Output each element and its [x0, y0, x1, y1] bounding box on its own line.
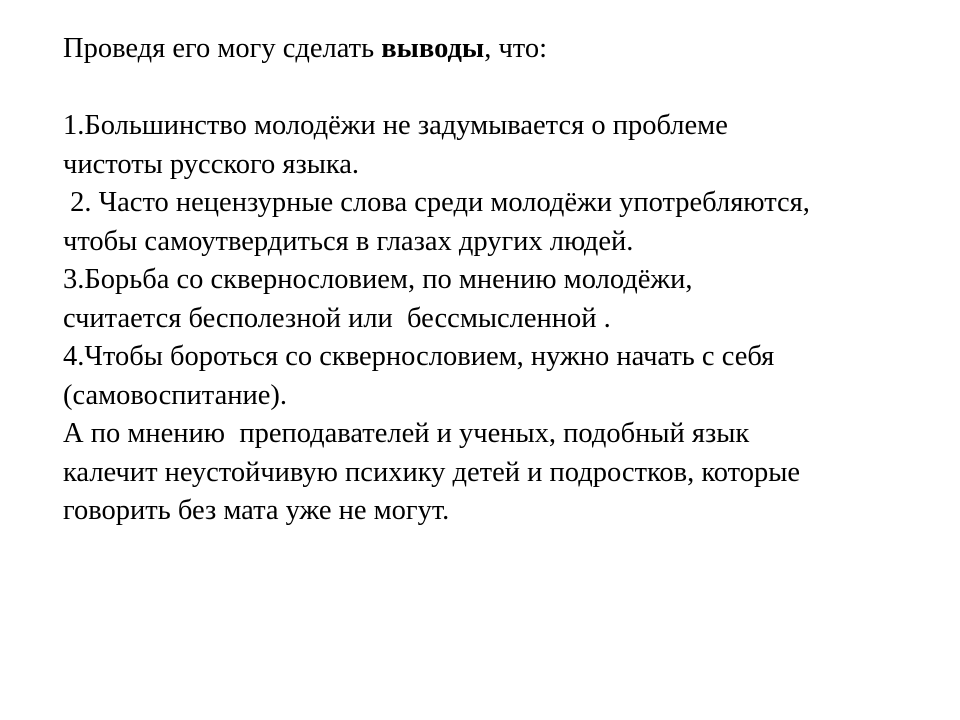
intro-before: Проведя его могу сделать: [63, 33, 382, 64]
conclusions-text: [63, 30, 943, 531]
conclusion-2-line-1: 2. Часто нецензурные слова среди молодёжи употребляются,: [63, 187, 810, 218]
blank-line: [63, 69, 943, 108]
conclusion-4-line-1: 4.Чтобы бороться со сквернословием, нужно начать с себя: [63, 341, 775, 372]
conclusion-4-line-2: (самовоспитание).: [63, 379, 288, 411]
conclusion-2-line-2: чтобы самоутвердиться в глазах других людей.: [63, 225, 634, 257]
conclusion-1-line-2: чистоты русского языка.: [63, 148, 360, 180]
experts-opinion-line-3: говорить без мата уже не могут.: [63, 495, 450, 526]
conclusion-3-line-1: 3.Борьба со сквернословием, по мнению молодёжи,: [63, 264, 693, 295]
experts-opinion-line-1: А по мнению преподавателей и ученых, подобный язык: [63, 418, 750, 449]
conclusion-1-line-1: 1.Большинство молодёжи не задумывается о проблеме: [63, 110, 728, 141]
intro-bold-word: выводы: [381, 33, 485, 64]
experts-opinion-line-2: калечит неустойчивую психику детей и подростков, которые: [63, 456, 801, 488]
conclusion-3-line-2: считается бесполезной или бессмысленной .: [63, 302, 611, 334]
intro-after: , что:: [484, 33, 548, 64]
intro-line: [63, 30, 943, 69]
